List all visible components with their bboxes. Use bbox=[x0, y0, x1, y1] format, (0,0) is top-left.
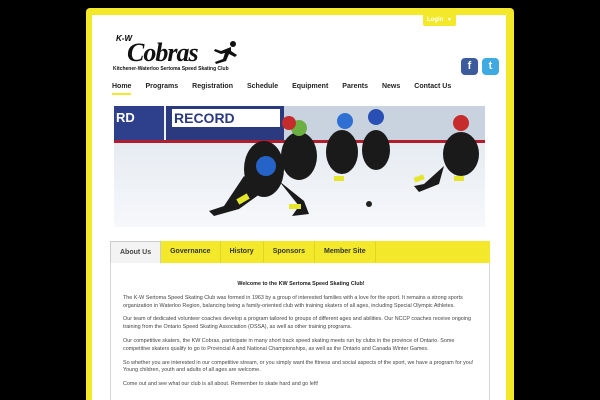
logo-small-text: K-W bbox=[116, 34, 132, 43]
social-links bbox=[461, 58, 499, 75]
paragraph: Our team of dedicated volunteer coaches develop a program tailored to groups of different ages and abilities. Our NCCP coaches receive ongoing training from the Ontario Speed Skating Association (OSSA), as well as other training programs. bbox=[123, 316, 472, 331]
welcome-heading: Welcome to the KW Sertoma Speed Skating Club! bbox=[237, 281, 365, 287]
chevron-down-icon: ▼ bbox=[447, 17, 452, 23]
content-tabs bbox=[110, 241, 490, 263]
nav-schedule[interactable]: Schedule bbox=[246, 83, 279, 90]
speed-skaters-photo bbox=[114, 106, 485, 227]
site-logo[interactable] bbox=[113, 34, 273, 76]
paragraph: Come out and see what our club is all about. Remember to skate hard and go left! bbox=[123, 381, 319, 388]
twitter-icon[interactable] bbox=[482, 58, 499, 75]
tab-about-us[interactable]: About Us bbox=[110, 241, 161, 263]
nav-parents[interactable]: Parents bbox=[342, 83, 368, 90]
nav-programs[interactable]: Programs bbox=[145, 83, 179, 90]
logo-name: Cobras bbox=[127, 38, 198, 67]
banner-left-text: RD bbox=[116, 110, 135, 125]
skater-logo-icon bbox=[209, 40, 241, 66]
nav-contact-us[interactable]: Contact Us bbox=[414, 83, 452, 90]
about-content bbox=[123, 281, 479, 395]
facebook-glyph: f bbox=[467, 60, 472, 72]
nav-news[interactable]: News bbox=[381, 83, 401, 90]
login-dropdown[interactable] bbox=[423, 15, 456, 26]
login-label: Login bbox=[427, 17, 444, 23]
facebook-icon[interactable] bbox=[461, 58, 478, 75]
tab-history[interactable]: History bbox=[221, 241, 264, 263]
nav-equipment[interactable]: Equipment bbox=[292, 83, 329, 90]
hero-image bbox=[114, 106, 485, 227]
tab-member-site[interactable]: Member Site bbox=[315, 241, 376, 263]
twitter-glyph: t bbox=[488, 60, 493, 72]
paragraph: The K-W Sertoma Speed Skating Club was formed in 1963 by a group of interested families with a love for the sport. It remains a strong sports organization in Waterloo Region, balancing being a family-oriented club with training skaters of all ages, including Special Olympic Athletes. bbox=[123, 294, 463, 309]
tab-sponsors[interactable]: Sponsors bbox=[264, 241, 315, 263]
main-nav bbox=[112, 81, 465, 93]
nav-registration[interactable]: Registration bbox=[192, 83, 233, 90]
logo-club-name: Kitchener-Waterloo Sertoma Speed Skating Club bbox=[113, 66, 229, 72]
nav-home[interactable]: Home bbox=[112, 81, 131, 93]
banner-text: RECORD bbox=[174, 110, 235, 126]
paragraph: So whether you are interested in our competitive stream, or you simply want the fitness and social aspects of the sport, we have a program for you! Young children, youth and adults of all ages are welcome. bbox=[123, 359, 474, 374]
tab-governance[interactable]: Governance bbox=[161, 241, 220, 263]
paragraph: Our competitive skaters, the KW Cobras, participate in many short track speed skating meets run by clubs in the province of Ontario. Some competitive skaters qualify to go to Provincial A and National Championships, as well as the Ontario and Canada Winter Games. bbox=[123, 337, 455, 352]
